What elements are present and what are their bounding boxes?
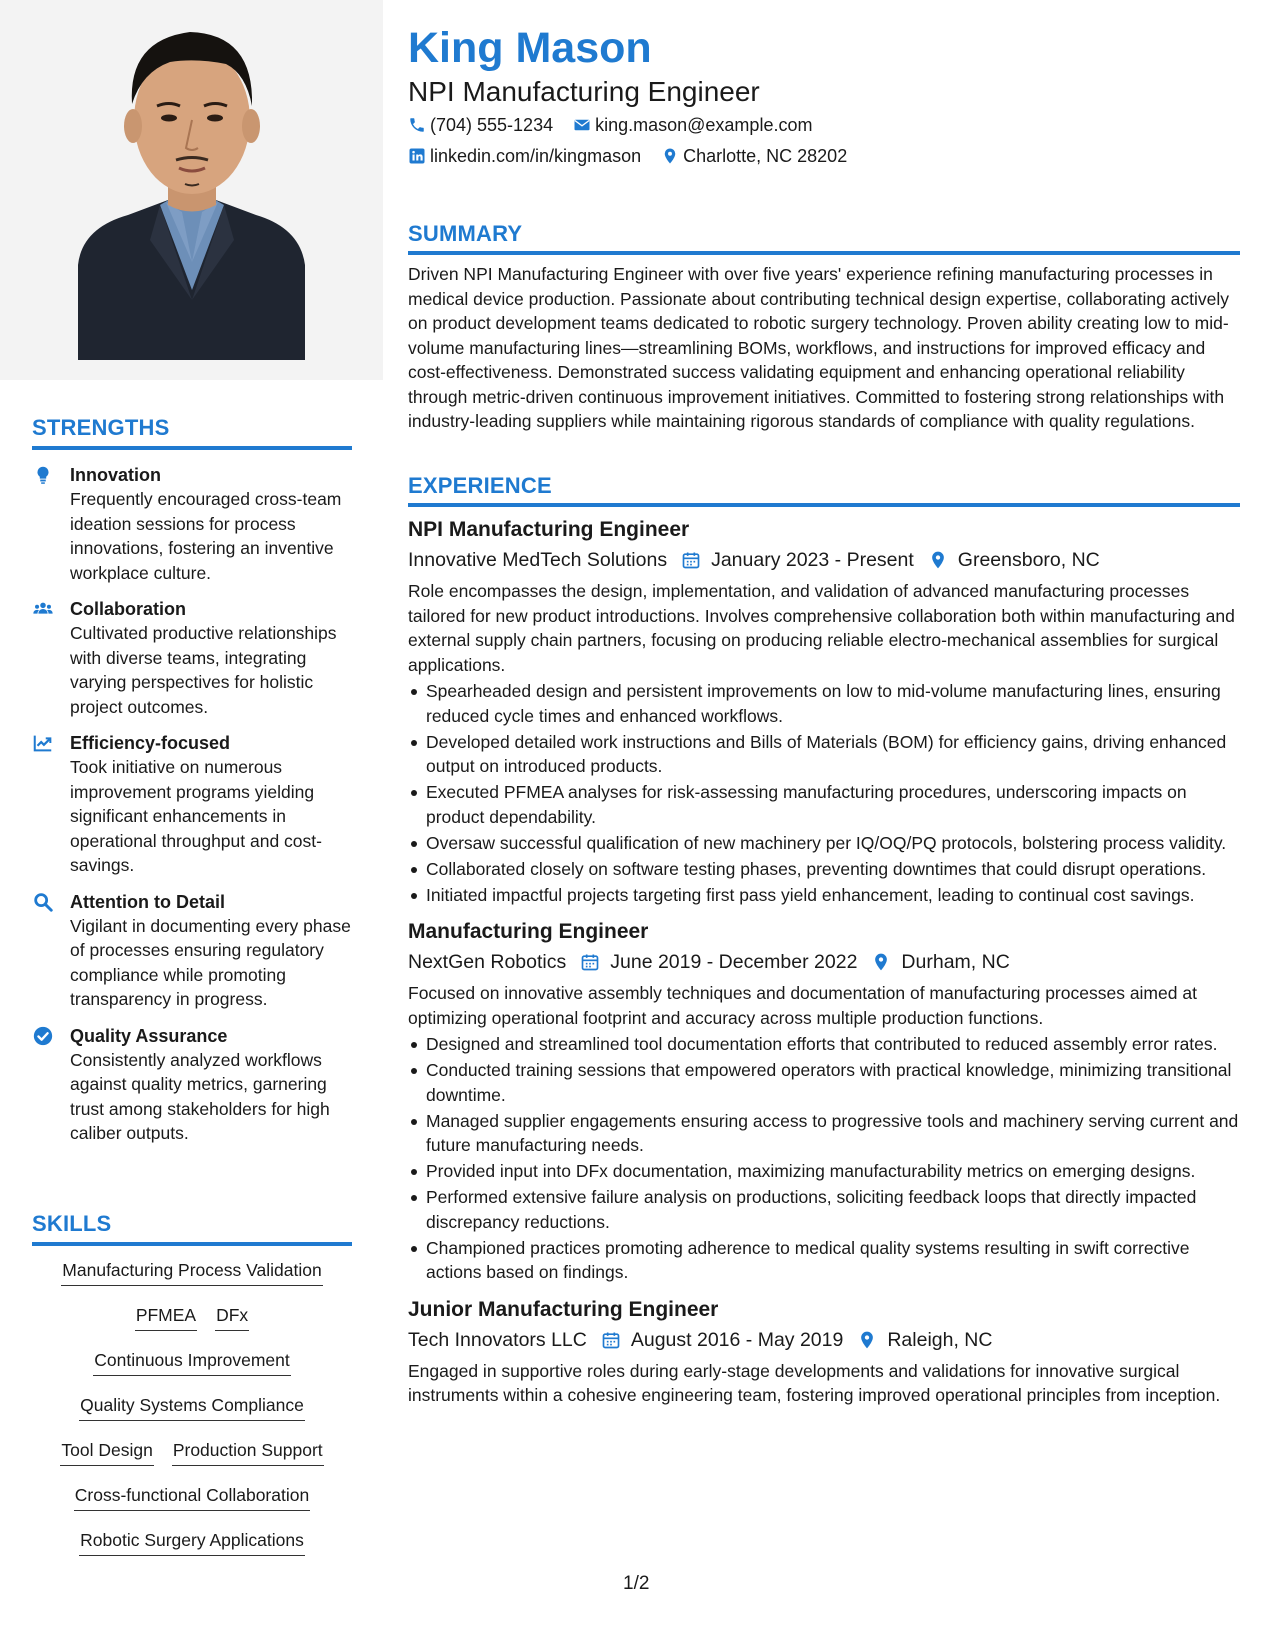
job-location: Durham, NC — [901, 951, 1010, 973]
linkedin-text[interactable]: linkedin.com/in/kingmason — [430, 146, 642, 166]
job-bullets — [408, 1032, 1240, 1285]
job-location: Raleigh, NC — [887, 1328, 993, 1351]
map-pin-icon — [928, 550, 948, 570]
job-bullets — [408, 679, 1240, 907]
portrait-image — [0, 0, 383, 380]
skill-row — [32, 1516, 352, 1561]
skills-heading: SKILLS — [32, 1211, 112, 1236]
map-pin-icon — [661, 147, 679, 165]
skill-tag: Production Support — [172, 1439, 324, 1466]
skill-tag: Tool Design — [60, 1439, 153, 1466]
envelope-icon — [573, 116, 591, 134]
job-dates: January 2023 - Present — [711, 549, 914, 571]
users-icon — [32, 598, 54, 620]
skill-row — [32, 1471, 352, 1516]
job-company: NextGen Robotics — [408, 951, 567, 973]
strength-item — [32, 890, 352, 1012]
bullet-item: Developed detailed work instructions and Bills of Materials (BOM) for efficiency gains, driving enhanced output on introduced products. — [408, 730, 1240, 779]
bullet-item: Managed supplier engagements ensuring access to progressive tools and machinery serving current and future manufacturing needs. — [408, 1109, 1240, 1158]
skills-section — [32, 1211, 352, 1561]
summary-section — [408, 221, 1240, 434]
job-dates: June 2019 - December 2022 — [610, 951, 858, 973]
skill-row — [32, 1246, 352, 1291]
skill-tag: Robotic Surgery Applications — [79, 1529, 305, 1556]
bullet-item: Championed practices promoting adherence to medical quality systems resulting in swift corrective actions based on findings. — [408, 1236, 1240, 1285]
bullet-item: Designed and streamlined tool documentation efforts that contributed to reduced assembly error rates. — [408, 1032, 1240, 1057]
calendar-icon — [601, 1330, 621, 1350]
summary-heading: SUMMARY — [408, 221, 523, 246]
job-title: Junior Manufacturing Engineer — [408, 1297, 719, 1321]
check-circle-icon — [32, 1025, 54, 1047]
strengths-divider — [32, 446, 352, 450]
job-company: Tech Innovators LLC — [408, 1328, 587, 1351]
job-meta — [408, 545, 1240, 575]
strengths-section — [32, 415, 352, 1146]
bullet-item: Collaborated closely on software testing phases, preventing downtimes that could disrupt operations. — [408, 857, 1240, 882]
experience-heading: EXPERIENCE — [408, 473, 552, 498]
job-dates: August 2016 - May 2019 — [630, 1328, 844, 1351]
skill-tag: Quality Systems Compliance — [79, 1394, 305, 1421]
bullet-item: Initiated impactful projects targeting first pass yield enhancement, leading to continual cost savings. — [408, 883, 1240, 908]
page-number: 1/2 — [623, 1573, 650, 1594]
job-description: Role encompasses the design, implementation, and validation of advanced manufacturing processes tailored for new product introductions. Involves comprehensive collaboration both within manufacturing and external supply chain partners, focusing on producing reliable electro-mechanical assemblies for surgical applications. — [408, 581, 1235, 675]
strength-title: Innovation — [70, 465, 161, 485]
contact-row — [408, 113, 832, 137]
bullet-item: Conducted training sessions that empowered operators with practical knowledge, minimizing transitional downtime. — [408, 1058, 1240, 1107]
strength-item — [32, 1024, 352, 1146]
strength-text: Vigilant in documenting every phase of processes ensuring regulatory compliance while promoting transparency in progress. — [70, 915, 351, 1009]
skill-row — [32, 1336, 352, 1381]
job-title: NPI Manufacturing Engineer — [408, 518, 690, 541]
map-pin-icon — [871, 952, 891, 972]
strength-title: Collaboration — [70, 599, 186, 619]
skill-row — [32, 1381, 352, 1426]
bullet-item: Oversaw successful qualification of new machinery per IQ/OQ/PQ protocols, bolstering process validity. — [408, 831, 1240, 856]
bullet-item: Executed PFMEA analyses for risk-assessing manufacturing procedures, underscoring impacts on product dependability. — [408, 780, 1240, 829]
job-title: Manufacturing Engineer — [408, 920, 649, 943]
job-description: Focused on innovative assembly techniques and documentation of manufacturing processes aimed at optimizing operational footprint and accuracy across multiple production functions. — [408, 983, 1197, 1028]
phone-text: (704) 555-1234 — [430, 115, 554, 135]
job-description: Engaged in supportive roles during early-stage developments and validations for innovative surgical instruments within a cohesive engineering team, fostering improved operational principles from inception. — [408, 1360, 1221, 1405]
skill-row — [32, 1426, 352, 1471]
skill-tag: DFx — [215, 1304, 249, 1331]
job-meta — [408, 1325, 1240, 1355]
location-text: Charlotte, NC 28202 — [683, 146, 848, 166]
contact-row — [408, 144, 867, 168]
location-contact — [661, 144, 847, 168]
experience-section — [408, 473, 1240, 1408]
email-text[interactable]: king.mason@example.com — [595, 115, 813, 135]
lightbulb-icon — [32, 464, 54, 486]
job-meta — [408, 947, 1240, 977]
phone-contact — [408, 113, 553, 137]
job-company: Innovative MedTech Solutions — [408, 549, 668, 571]
strength-text: Frequently encouraged cross-team ideation sessions for process innovations, fostering an inventive workplace culture. — [70, 489, 342, 583]
job-entry — [408, 515, 1240, 907]
job-entry — [408, 917, 1240, 1285]
linkedin-contact[interactable] — [408, 144, 641, 168]
phone-icon — [408, 116, 426, 134]
strength-title: Quality Assurance — [70, 1025, 228, 1046]
strength-item — [32, 597, 352, 719]
profile-photo — [0, 0, 383, 380]
strength-item — [32, 731, 352, 878]
candidate-role: NPI Manufacturing Engineer — [408, 76, 760, 107]
strength-item — [32, 463, 352, 585]
strength-text: Cultivated productive relationships with diverse teams, integrating varying perspectives for holistic project outcomes. — [70, 623, 337, 717]
calendar-icon — [681, 550, 701, 570]
candidate-name: King Mason — [408, 24, 652, 72]
map-pin-icon — [857, 1330, 877, 1350]
skill-tag: Manufacturing Process Validation — [61, 1259, 322, 1286]
summary-divider — [408, 251, 1240, 255]
linkedin-icon — [408, 147, 426, 165]
job-entry — [408, 1295, 1240, 1408]
strengths-heading: STRENGTHS — [32, 415, 170, 440]
skill-tag: PFMEA — [135, 1304, 197, 1331]
bullet-item: Spearheaded design and persistent improvements on low to mid-volume manufacturing lines, ensuring reduced cycle times and enhanced workflows. — [408, 679, 1240, 728]
chart-line-icon — [32, 732, 54, 754]
strength-title: Attention to Detail — [70, 891, 225, 912]
skill-row — [32, 1291, 352, 1336]
experience-divider — [408, 503, 1240, 507]
summary-text: Driven NPI Manufacturing Engineer with over five years' experience refining manufacturing processes in medical device production. Passionate about contributing technical design expertise, collaborating actively on product development teams dedicated to robotic surgery technology. Proven ability creating low to mid-volume manufacturing lines—streamlining BOMs, workflows, and instructions for improved efficacy and cost-effectiveness. Demonstrated success validating equipment and enhancing operational reliability through metric-driven continuous improvement initiatives. Committed to fostering strong relationships with industry-leading suppliers while maintaining rigorous standards of compliance with quality regulations. — [408, 264, 1230, 431]
strength-text: Took initiative on numerous improvement programs yielding significant enhancements in operational throughput and cost-savings. — [70, 757, 322, 875]
strength-title: Efficiency-focused — [70, 733, 231, 753]
bullet-item: Performed extensive failure analysis on productions, soliciting feedback loops that directly impacted discrepancy reductions. — [408, 1185, 1240, 1234]
sidebar — [0, 0, 383, 1650]
skill-tag: Continuous Improvement — [93, 1349, 291, 1376]
bullet-item: Provided input into DFx documentation, maximizing manufacturability metrics on emerging designs. — [408, 1159, 1240, 1184]
email-contact[interactable] — [573, 113, 812, 137]
job-location: Greensboro, NC — [957, 549, 1100, 571]
strength-text: Consistently analyzed workflows against quality metrics, garnering trust among stakeholders for high caliber outputs. — [70, 1049, 330, 1143]
skill-tag: Cross-functional Collaboration — [74, 1484, 310, 1511]
search-icon — [32, 891, 54, 913]
calendar-icon — [580, 952, 600, 972]
